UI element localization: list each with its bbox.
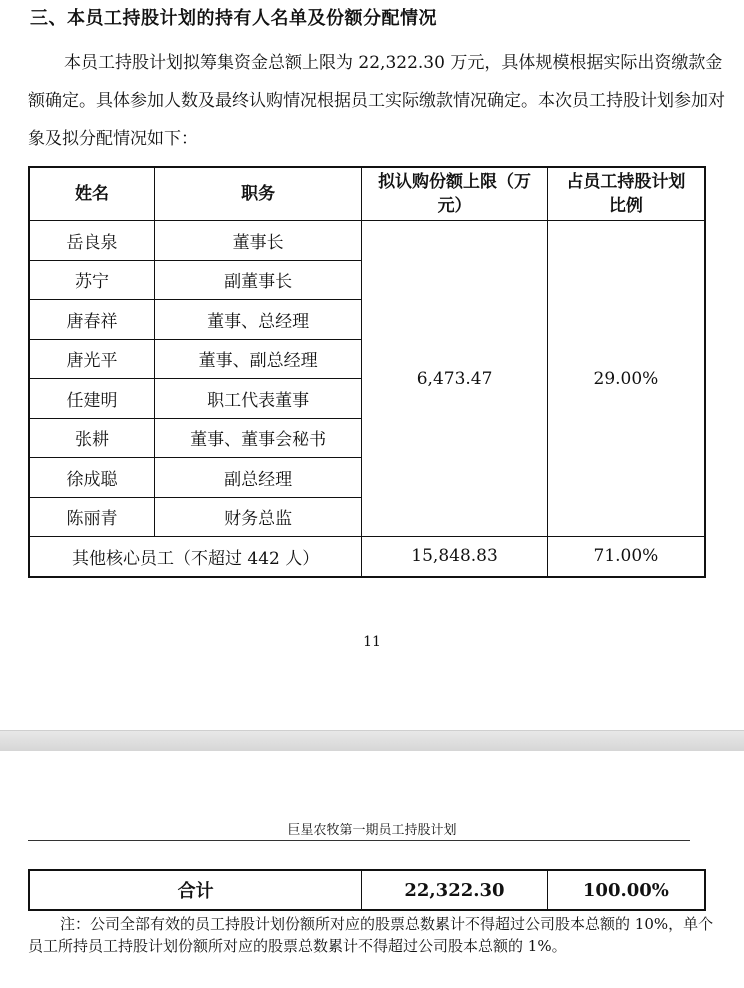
cell-position: 职工代表董事 [155,379,362,419]
running-header: 巨星农牧第一期员工持股计划 [287,823,457,838]
executives-amount: 6,473.47 [362,221,548,537]
header-position: 职务 [155,167,362,221]
others-amount: 15,848.83 [362,537,548,577]
total-row [29,870,705,910]
cell-name: 陈丽青 [29,497,155,537]
page-gap [0,730,744,752]
section-title: 三、本员工持股计划的持有人名单及份额分配情况 [30,8,437,29]
others-label: 其他核心员工（不超过 442 人） [29,537,362,577]
cell-position: 董事长 [155,221,362,261]
cell-name: 任建明 [29,379,155,419]
others-ratio: 71.00% [547,537,705,577]
cell-position: 董事、总经理 [155,300,362,340]
cell-position: 副总经理 [155,458,362,498]
allocation-table [28,166,706,578]
cell-name: 张耕 [29,418,155,458]
cell-position: 财务总监 [155,497,362,537]
document-page-2 [0,751,744,988]
header-ratio: 占员工持股计划比例 [547,167,705,221]
intro-paragraph: 本员工持股计划拟筹集资金总额上限为 22,322.30 万元，具体规模根据实际出资缴款金额确定。具体参加人数及最终认购情况根据员工实际缴款情况确定。本次员工持股计划参加对象及拟分配情况如下： [28,53,725,149]
cell-name: 岳良泉 [29,221,155,261]
others-row [29,537,705,577]
total-table [28,869,706,911]
total-amount: 22,322.30 [362,870,548,910]
table-header-row [29,167,705,221]
page-number: 11 [363,634,381,650]
cell-position: 董事、董事会秘书 [155,418,362,458]
cell-name: 苏宁 [29,260,155,300]
cell-position: 董事、副总经理 [155,339,362,379]
cell-name: 唐光平 [29,339,155,379]
executives-ratio: 29.00% [547,221,705,537]
header-name: 姓名 [29,167,155,221]
cell-position: 副董事长 [155,260,362,300]
header-amount: 拟认购份额上限（万元） [362,167,548,221]
cell-name: 徐成聪 [29,458,155,498]
table-row [29,221,705,261]
cell-name: 唐春祥 [29,300,155,340]
total-label: 合计 [29,870,362,910]
header-rule [28,840,690,841]
footnote: 注：公司全部有效的员工持股计划份额所对应的股票总数累计不得超过公司股本总额的 10%，单个员工所持员工持股计划份额所对应的股票总数累计不得超过公司股本总额的 1%。 [28,915,714,955]
total-ratio: 100.00% [547,870,705,910]
